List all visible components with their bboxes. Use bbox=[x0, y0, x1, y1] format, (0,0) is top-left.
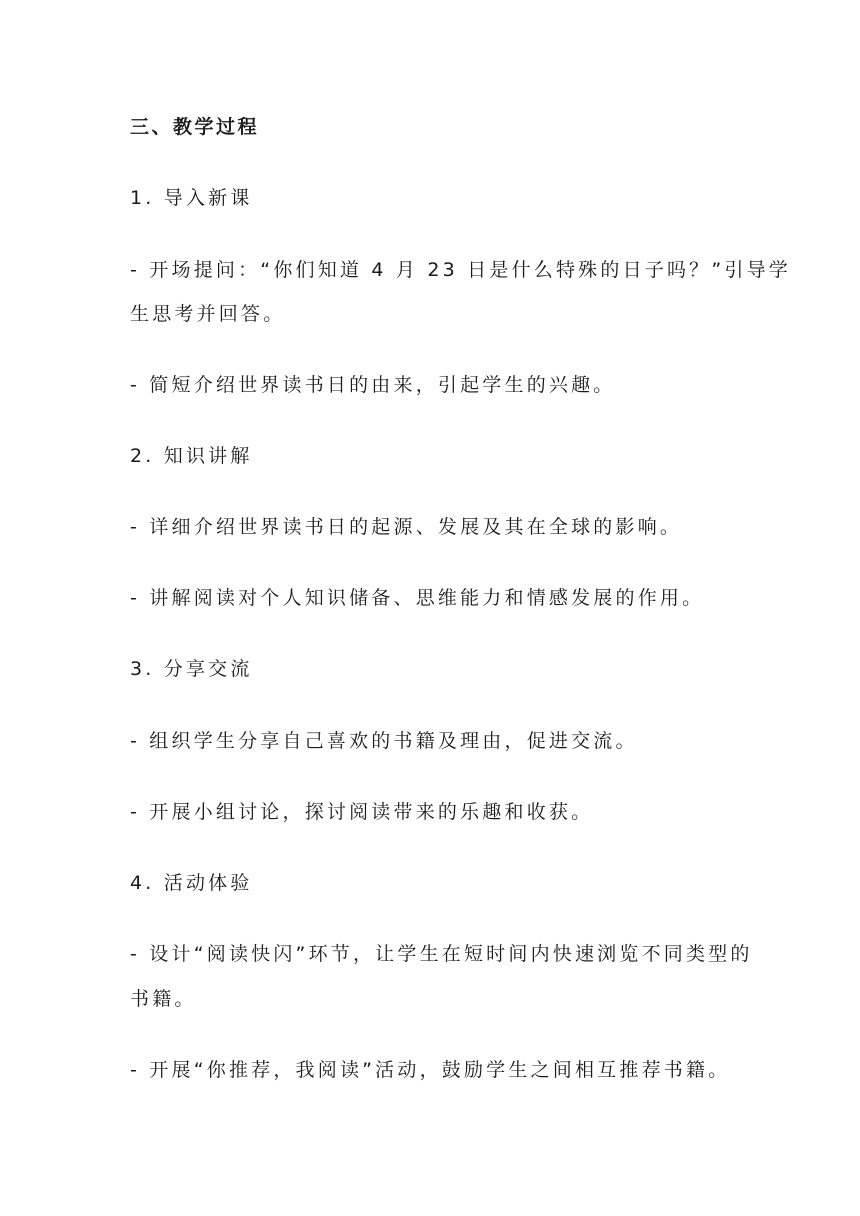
paragraph-line: 书籍。 bbox=[130, 988, 197, 1010]
paragraph-line: - 开展“你推荐，我阅读”活动，鼓励学生之间相互推荐书籍。 bbox=[130, 1059, 731, 1081]
paragraph-line: - 开场提问：“你们知道 4 月 23 日是什么特殊的日子吗？”引导学 bbox=[130, 259, 792, 281]
paragraph-line: - 详细介绍世界读书日的起源、发展及其在全球的影响。 bbox=[130, 516, 683, 538]
subsection-heading-4: 4. 活动体验 bbox=[130, 872, 253, 894]
paragraph-line: - 讲解阅读对个人知识储备、思维能力和情感发展的作用。 bbox=[130, 587, 705, 609]
paragraph-line: - 开展小组讨论，探讨阅读带来的乐趣和收获。 bbox=[130, 801, 594, 823]
subsection-heading-2: 2. 知识讲解 bbox=[130, 445, 253, 467]
paragraph-line: 生思考并回答。 bbox=[130, 303, 286, 325]
paragraph-line: - 简短介绍世界读书日的由来，引起学生的兴趣。 bbox=[130, 374, 616, 396]
paragraph-line: - 设计“阅读快闪”环节，让学生在短时间内快速浏览不同类型的 bbox=[130, 943, 753, 965]
paragraph-line: - 组织学生分享自己喜欢的书籍及理由，促进交流。 bbox=[130, 730, 638, 752]
section-title: 三、教学过程 bbox=[130, 116, 260, 138]
subsection-heading-1: 1. 导入新课 bbox=[130, 187, 253, 209]
subsection-heading-3: 3. 分享交流 bbox=[130, 658, 253, 680]
